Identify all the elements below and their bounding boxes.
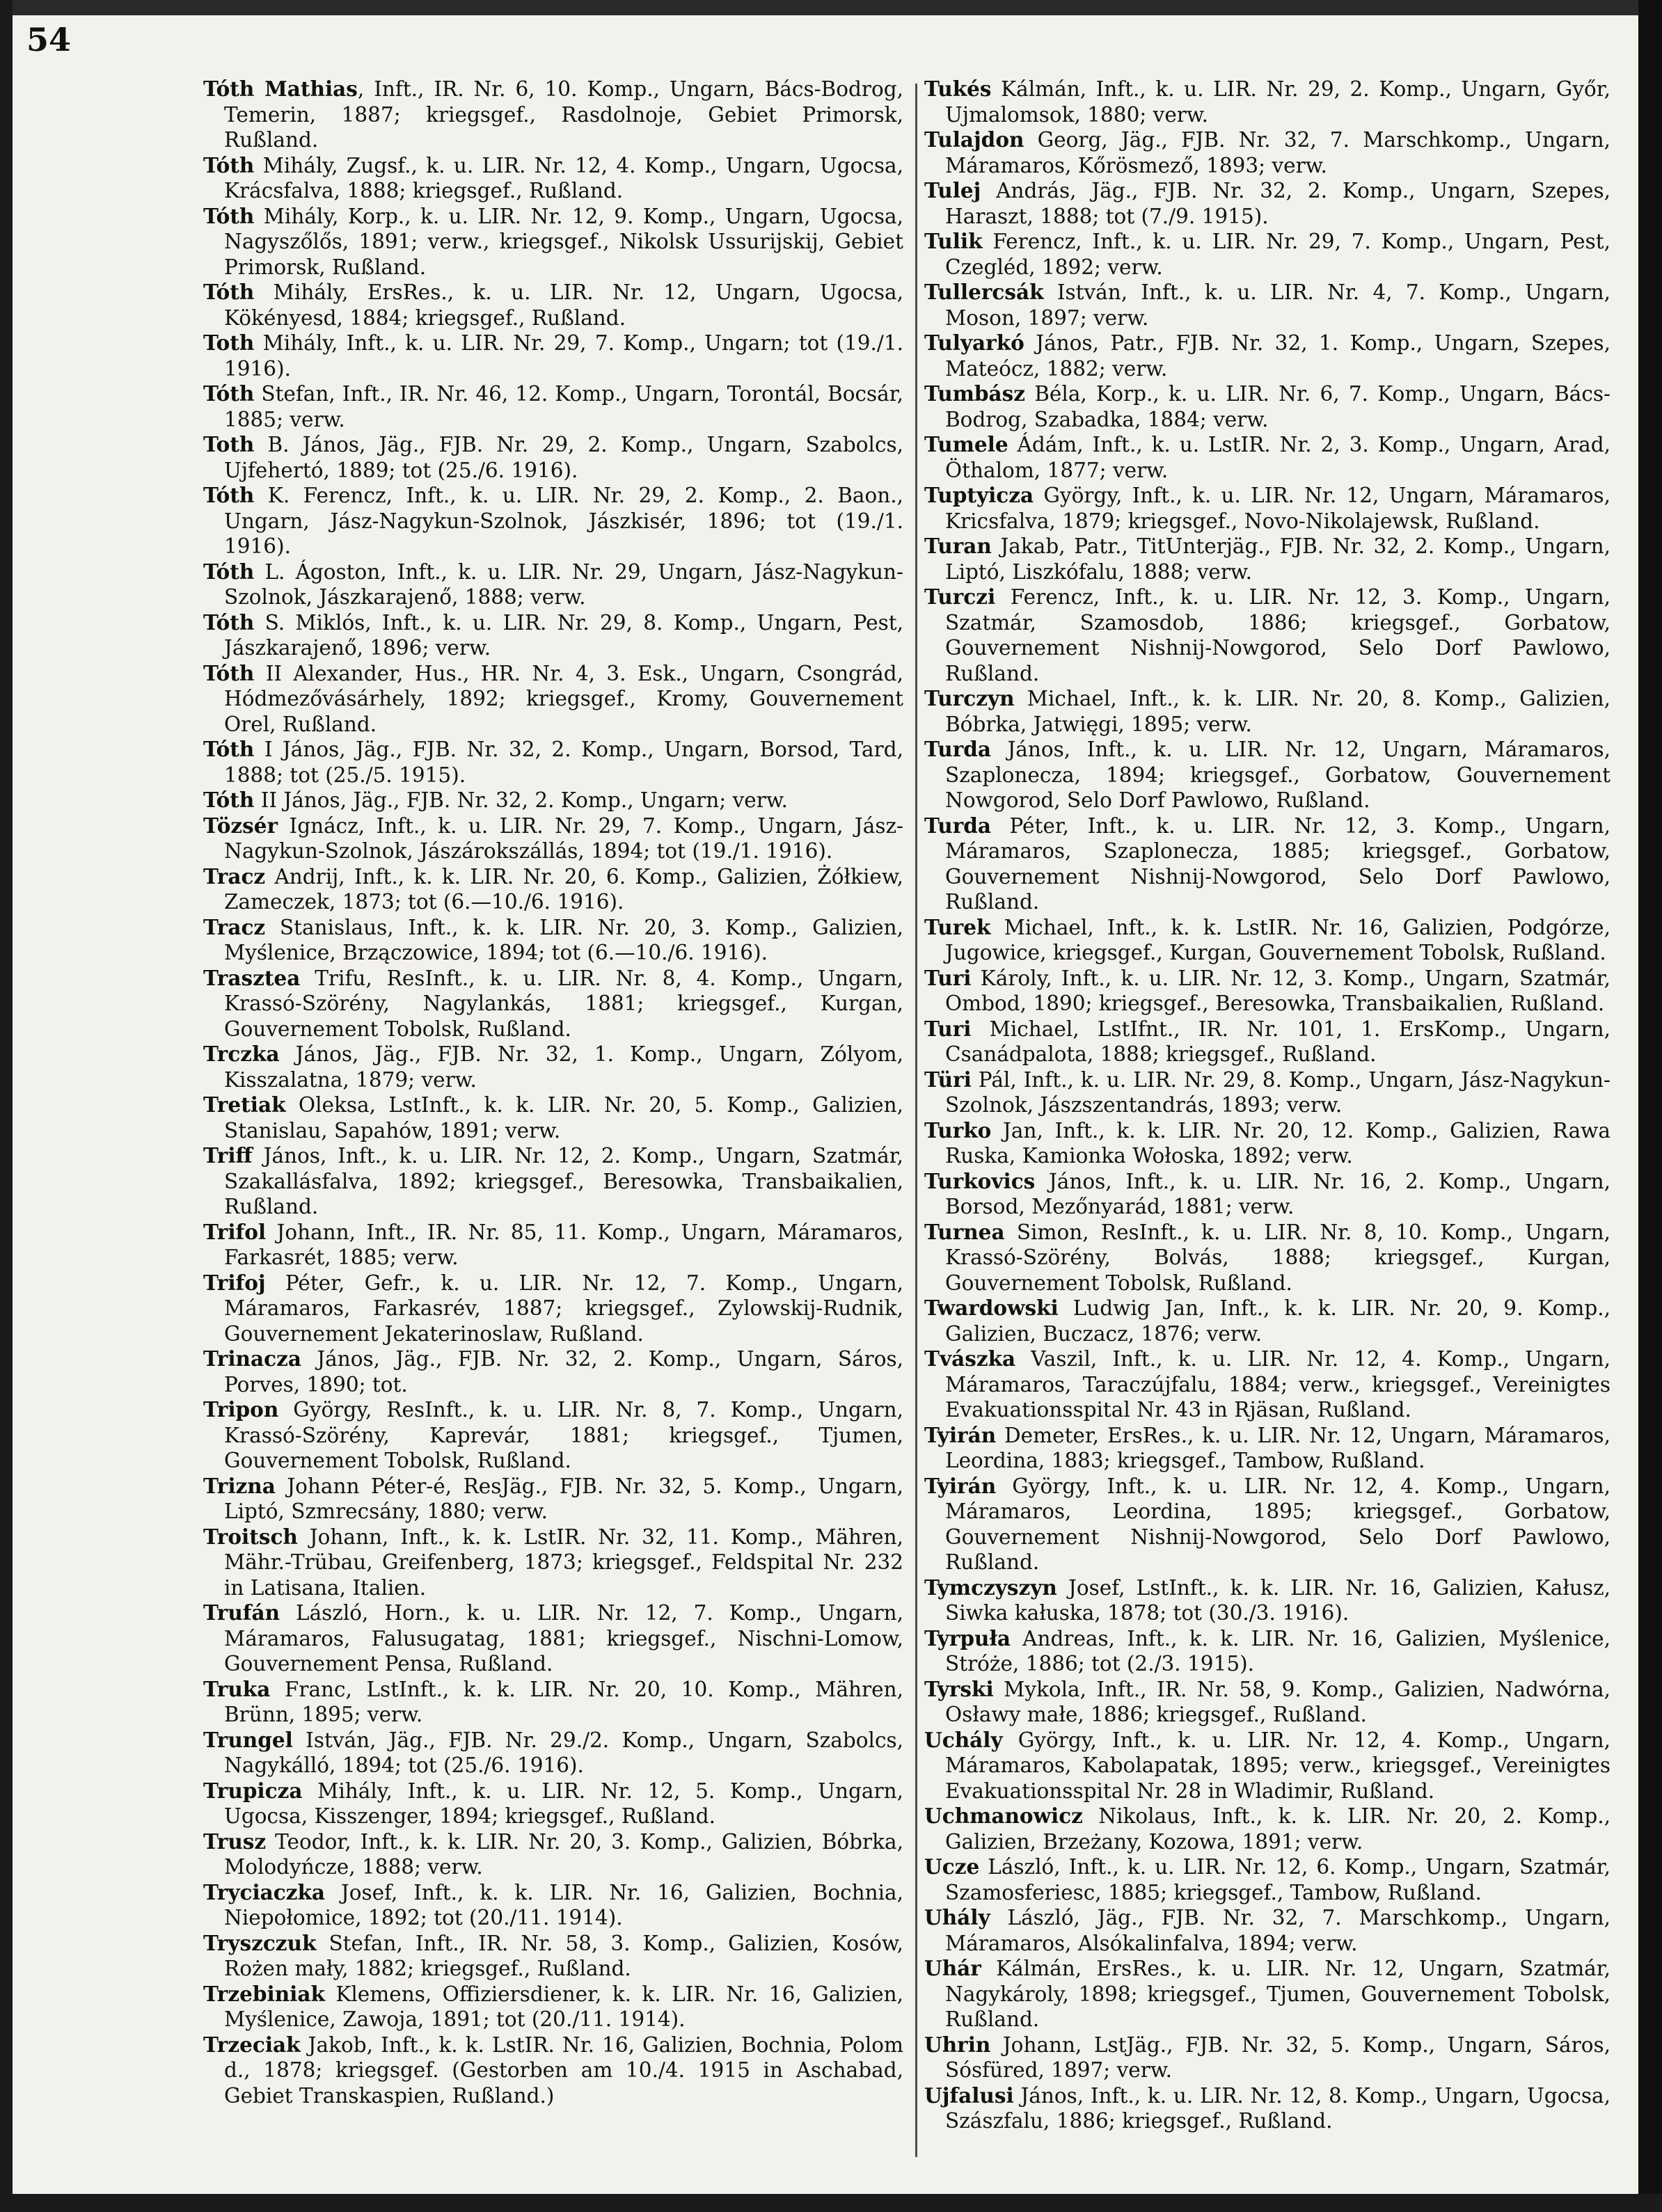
register-entry [924, 381, 1610, 432]
entry-details: Michael, Inft., k. k. LIR. Nr. 20, 8. Komp., Galizien, Bóbrka, Jatwięgi, 1895; verw. [945, 687, 1610, 736]
entry-details: Mihály, Inft., k. u. LIR. Nr. 12, 5. Komp., Ungarn, Ugocsa, Kisszenger, 1894; kriegsgef., Rußland. [224, 1779, 903, 1828]
entry-surname: Tóth [203, 280, 255, 304]
entry-surname: Toth [203, 432, 255, 456]
entry-surname: Trinacza [203, 1346, 301, 1371]
register-entry [924, 280, 1610, 331]
entry-surname: Turi [924, 1016, 972, 1041]
entry-surname: Tóth [203, 381, 255, 406]
entry-details: István, Jäg., FJB. Nr. 29./2. Komp., Ungarn, Szabolcs, Nagykálló, 1894; tot (25./6. 1916). [224, 1728, 903, 1777]
entry-details: , Inft., IR. Nr. 6, 10. Komp., Ungarn, Bács-Bodrog, Temerin, 1887; kriegsgef., Rasdolnoje, Gebiet Primorsk, Rußland. [224, 77, 903, 152]
entry-details: Ferencz, Inft., k. u. LIR. Nr. 12, 3. Komp., Ungarn, Szatmár, Szamosdob, 1886; kriegsgef., Gorbatow, Gouvernement Nishnij-Nowgorod, Selo Dorf Pawlowo, Rußland. [945, 585, 1610, 685]
entry-surname: Tulyarkó [924, 331, 1024, 355]
entry-surname: Turek [924, 914, 991, 939]
entry-details: Pál, Inft., k. u. LIR. Nr. 29, 8. Komp., Ungarn, Jász-Nagykun-Szolnok, Jászszentandrás, 1893; verw. [945, 1067, 1610, 1117]
entry-details: Mihály, Zugsf., k. u. LIR. Nr. 12, 4. Komp., Ungarn, Ugocsa, Krácsfalva, 1888; kriegsgef., Rußland. [224, 153, 903, 202]
entry-details: Vaszil, Inft., k. u. LIR. Nr. 12, 4. Komp., Ungarn, Máramaros, Taraczújfalu, 1884; verw., kriegsgef., Vereinigtes Evakuationsspital Nr. 43 in Rjäsan, Rußland. [945, 1347, 1610, 1422]
entry-surname: Tözsér [203, 813, 278, 838]
entry-details: Klemens, Offiziersdiener, k. k. LIR. Nr. 16, Galizien, Myślenice, Zawoja, 1891; tot (20./11. 1914). [224, 1982, 903, 2031]
entry-surname: Troitsch [203, 1524, 298, 1549]
register-entry [924, 77, 1610, 127]
entry-surname: Tóth Mathias [203, 77, 358, 101]
entry-surname: Tyirán [924, 1422, 997, 1447]
entry-details: Michael, Inft., k. k. LstIR. Nr. 16, Galizien, Podgórze, Jugowice, kriegsgef., Kurgan, Gouvernement Tobolsk, Rußland. [945, 915, 1610, 964]
entry-details: Nikolaus, Inft., k. k. LIR. Nr. 20, 2. Komp., Galizien, Brzeżany, Kozowa, 1891; verw. [945, 1804, 1610, 1854]
entry-surname: Turko [924, 1117, 992, 1143]
register-entry [924, 331, 1610, 381]
register-entry [203, 1397, 903, 1474]
entry-details: Jakob, Inft., k. k. LstIR. Nr. 16, Galizien, Bochnia, Polom d., 1878; kriegsgef. (Gestorben am 10./4. 1915 in Aschabad, Gebiet Transkaspien, Rußland.) [224, 2032, 903, 2108]
entry-surname: Türi [924, 1067, 972, 1092]
scan-edge-top [0, 0, 1662, 15]
entry-details: János, Inft., k. u. LIR. Nr. 12, 8. Komp., Ungarn, Ugocsa, Szászfalu, 1886; kriegsgef., Rußland. [945, 2083, 1610, 2133]
entry-surname: Tvászka [924, 1346, 1016, 1371]
register-entry [203, 331, 903, 381]
register-entry [924, 1017, 1610, 1067]
register-entry [924, 534, 1610, 584]
entry-surname: Turnea [924, 1219, 1005, 1244]
entry-details: K. Ferencz, Inft., k. u. LIR. Nr. 29, 2. Komp., 2. Baon., Ungarn, Jász-Nagykun-Szolnok, Jászkisér, 1896; tot (19./1. 1916). [224, 484, 903, 558]
entry-details: Károly, Inft., k. u. LIR. Nr. 12, 3. Komp., Ungarn, Szatmár, Ombod, 1890; kriegsgef., Beresowka, Transbaikalien, Rußland. [945, 966, 1610, 1015]
entry-details: Oleksa, LstInft., k. k. LIR. Nr. 20, 5. Komp., Galizien, Stanislau, Sapahów, 1891; verw. [224, 1093, 903, 1143]
entry-surname: Ujfalusi [924, 2083, 1014, 2108]
register-entry [924, 1854, 1610, 1905]
register-entry [924, 737, 1610, 813]
entry-surname: Tóth [203, 788, 255, 812]
entry-details: Stefan, Inft., IR. Nr. 58, 3. Komp., Galizien, Kosów, Rożen mały, 1882; kriegsgef., Rußland. [224, 1931, 903, 1980]
entry-details: Mykola, Inft., IR. Nr. 58, 9. Komp., Galizien, Nadwórna, Osławy małe, 1886; kriegsgef., Rußland. [945, 1677, 1610, 1726]
entry-details: Josef, LstInft., k. k. LIR. Nr. 16, Galizien, Kałusz, Siwka kałuska, 1878; tot (30./3. 1916). [945, 1575, 1610, 1625]
entry-surname: Turi [924, 965, 972, 990]
entry-surname: Tuptyicza [924, 483, 1034, 507]
entry-surname: Tyrpuła [924, 1625, 1011, 1650]
entry-surname: Trungel [203, 1727, 293, 1752]
entry-surname: Uchály [924, 1727, 1003, 1752]
register-entry [203, 1474, 903, 1525]
entry-surname: Tóth [203, 559, 255, 584]
entry-details: I János, Jäg., FJB. Nr. 32, 2. Komp., Ungarn, Borsod, Tard, 1888; tot (25./5. 1915). [224, 738, 903, 787]
entry-surname: Trusz [203, 1829, 267, 1854]
register-entry [924, 2083, 1610, 2134]
entry-details: János, Inft., k. u. LIR. Nr. 12, 2. Komp., Ungarn, Szatmár, Szakallásfalva, 1892; kriegsgef., Beresowka, Transbaikalien, Rußland. [224, 1144, 903, 1218]
entry-details: Kálmán, Inft., k. u. LIR. Nr. 29, 2. Komp., Ungarn, Győr, Ujmalomsok, 1880; verw. [945, 77, 1610, 127]
entry-details: Kálmán, ErsRes., k. u. LIR. Nr. 12, Ungarn, Szatmár, Nagykároly, 1898; kriegsgef., Tjumen, Gouvernement Tobolsk, Rußland. [945, 1957, 1610, 2031]
register-entry [924, 1220, 1610, 1296]
entry-surname: Ucze [924, 1854, 980, 1879]
register-entry [924, 1804, 1610, 1854]
register-entry [203, 1346, 903, 1397]
entry-surname: Tóth [203, 660, 255, 685]
entry-details: Ferencz, Inft., k. u. LIR. Nr. 29, 7. Komp., Ungarn, Pest, Czegléd, 1892; verw. [945, 230, 1610, 279]
register-entry [203, 813, 903, 864]
register-entry [203, 1779, 903, 1829]
register-entry [924, 1118, 1610, 1169]
entry-surname: Turkovics [924, 1168, 1036, 1193]
register-entry [203, 483, 903, 559]
entry-surname: Tyirán [924, 1473, 997, 1498]
register-entry [924, 1067, 1610, 1118]
entry-surname: Turczi [924, 584, 996, 609]
register-entry [203, 1728, 903, 1779]
entry-details: László, Inft., k. u. LIR. Nr. 12, 6. Komp., Ungarn, Szatmár, Szamosferiesc, 1885; kriegsgef., Tambow, Rußland. [945, 1855, 1610, 1904]
register-entry [924, 127, 1610, 178]
register-entry [203, 1092, 903, 1143]
register-entry [924, 915, 1610, 966]
entry-details: II Alexander, Hus., HR. Nr. 4, 3. Esk., Ungarn, Csongrád, Hódmezővásárhely, 1892; kriegsgef., Kromy, Gouvernement Orel, Rußland. [224, 661, 903, 736]
entry-surname: Trupicza [203, 1778, 303, 1803]
register-entry [924, 1474, 1610, 1575]
entry-details: György, Inft., k. u. LIR. Nr. 12, 4. Komp., Ungarn, Máramaros, Kabolapatak, 1895; verw., kriegsgef., Vereinigtes Evakuationsspital Nr. 28 in Wladimir, Rußland. [945, 1728, 1610, 1803]
entry-surname: Tukés [924, 77, 992, 101]
register-entry [924, 1905, 1610, 1956]
entry-surname: Tulajdon [924, 127, 1024, 152]
entry-details: Mihály, Inft., k. u. LIR. Nr. 29, 7. Komp., Ungarn; tot (19./1. 1916). [224, 331, 903, 381]
entry-surname: Trasztea [203, 965, 301, 990]
entry-details: Ignácz, Inft., k. u. LIR. Nr. 29, 7. Komp., Ungarn, Jász-Nagykun-Szolnok, Jászárokszállás, 1894; tot (19./1. 1916). [224, 813, 903, 863]
entry-surname: Uhár [924, 1956, 981, 1980]
entry-surname: Tóth [203, 203, 255, 228]
entry-surname: Tóth [203, 152, 255, 177]
register-entry [924, 483, 1610, 534]
register-entry [203, 381, 903, 432]
entry-details: Johann, LstJäg., FJB. Nr. 32, 5. Komp., Ungarn, Sáros, Sósfüred, 1897; verw. [945, 2032, 1610, 2082]
entry-details: Stanislaus, Inft., k. k. LIR. Nr. 20, 3. Komp., Galizien, Myślenice, Brzączowice, 1894; tot (6.—10./6. 1916). [224, 915, 903, 964]
entry-surname: Tretiak [203, 1092, 286, 1117]
register-entry [203, 661, 903, 738]
entry-details: György, Inft., k. u. LIR. Nr. 12, Ungarn, Máramaros, Kricsfalva, 1879; kriegsgef., Novo-Nikolajewsk, Rußland. [945, 484, 1610, 533]
entry-surname: Uhály [924, 1905, 990, 1929]
entry-details: Ádám, Inft., k. u. LstIR. Nr. 2, 3. Komp., Ungarn, Arad, Öthalom, 1877; verw. [945, 433, 1610, 482]
entry-details: János, Inft., k. u. LIR. Nr. 12, Ungarn, Máramaros, Szaplonecza, 1894; kriegsgef., Gorbatow, Gouvernement Nowgorod, Selo Dorf Pawlowo, Rußland. [945, 738, 1610, 812]
entry-surname: Turan [924, 534, 992, 558]
entry-surname: Trifol [203, 1219, 267, 1244]
entry-details: Jan, Inft., k. k. LIR. Nr. 20, 12. Komp., Galizien, Rawa Ruska, Kamionka Wołoska, 1892; verw. [945, 1118, 1610, 1168]
entry-details: Stefan, Inft., IR. Nr. 46, 12. Komp., Ungarn, Torontál, Bocsár, 1885; verw. [224, 382, 903, 431]
register-entry [203, 1600, 903, 1677]
entry-details: Johann Péter-é, ResJäg., FJB. Nr. 32, 5. Komp., Ungarn, Liptó, Szmrecsány, 1880; verw. [224, 1474, 903, 1523]
entry-surname: Tulik [924, 229, 983, 253]
entry-surname: Tryszczuk [203, 1930, 317, 1955]
entry-surname: Tóth [203, 483, 255, 507]
register-entry [203, 915, 903, 966]
register-entry [203, 737, 903, 788]
entry-details: Ludwig Jan, Inft., k. k. LIR. Nr. 20, 9. Komp., Galizien, Buczacz, 1876; verw. [945, 1296, 1610, 1346]
entry-surname: Tullercsák [924, 280, 1044, 304]
entry-details: Simon, ResInft., k. u. LIR. Nr. 8, 10. Komp., Ungarn, Krassó-Szörény, Bolvás, 1888; kriegsgef., Kurgan, Gouvernement Tobolsk, Rußland. [945, 1220, 1610, 1295]
entry-surname: Tumele [924, 432, 1008, 456]
register-entry [924, 229, 1610, 280]
register-entry [924, 2032, 1610, 2083]
register-entry [924, 432, 1610, 483]
register-entry [203, 610, 903, 661]
register-entry [203, 1042, 903, 1092]
register-entry [203, 153, 903, 204]
entry-surname: Truka [203, 1676, 271, 1701]
register-entry [924, 1346, 1610, 1423]
entry-details: Andrij, Inft., k. k. LIR. Nr. 20, 6. Komp., Galizien, Żółkiew, Zameczek, 1873; tot (6.—10./6. 1916). [224, 864, 903, 914]
register-entry [924, 813, 1610, 915]
register-entry [203, 1880, 903, 1931]
entry-details: Péter, Inft., k. u. LIR. Nr. 12, 3. Komp., Ungarn, Máramaros, Szaplonecza, 1885; kriegsgef., Gorbatow, Gouvernement Nishnij-Nowgorod, Selo Dorf Pawlowo, Rußland. [945, 813, 1610, 914]
entry-details: Josef, Inft., k. k. LIR. Nr. 16, Galizien, Bochnia, Niepołomice, 1892; tot (20./11. 1914). [224, 1880, 903, 1929]
entry-details: Michael, LstIfnt., IR. Nr. 101, 1. ErsKomp., Ungarn, Csanádpalota, 1888; kriegsgef., Rußland. [945, 1017, 1610, 1066]
register-entry [924, 1575, 1610, 1626]
register-entry [203, 1931, 903, 1982]
register-entry [203, 1829, 903, 1880]
entry-details: Teodor, Inft., k. k. LIR. Nr. 20, 3. Komp., Galizien, Bóbrka, Molodyńcze, 1888; verw. [224, 1829, 903, 1879]
entry-surname: Tymczyszyn [924, 1575, 1057, 1600]
entry-surname: Trizna [203, 1473, 276, 1498]
entry-details: Andreas, Inft., k. k. LIR. Nr. 16, Galizien, Myślenice, Stróże, 1886; tot (2./3. 1915). [945, 1626, 1610, 1676]
entry-details: Trifu, ResInft., k. u. LIR. Nr. 8, 4. Komp., Ungarn, Krassó-Szörény, Nagylankás, 1881; kriegsgef., Kurgan, Gouvernement Tobolsk, Rußland. [224, 966, 903, 1041]
entry-surname: Trzeciak [203, 2032, 301, 2057]
entry-details: II János, Jäg., FJB. Nr. 32, 2. Komp., Ungarn; verw. [254, 788, 788, 812]
register-entry [924, 1956, 1610, 2032]
entry-details: Mihály, Korp., k. u. LIR. Nr. 12, 9. Komp., Ungarn, Ugocsa, Nagyszőlős, 1891; verw., kriegsgef., Nikolsk Ussurijskij, Gebiet Primorsk, Rußland. [224, 204, 903, 279]
register-entry [203, 1982, 903, 2032]
entry-surname: Tracz [203, 864, 266, 889]
register-entry [924, 1169, 1610, 1220]
register-entry [203, 1677, 903, 1728]
page-number: 54 [26, 21, 72, 58]
entry-surname: Trzebiniak [203, 1981, 325, 2006]
entry-details: Franc, LstInft., k. k. LIR. Nr. 20, 10. Komp., Mähren, Brünn, 1895; verw. [224, 1677, 903, 1726]
entry-details: Mihály, ErsRes., k. u. LIR. Nr. 12, Ungarn, Ugocsa, Kökényesd, 1884; kriegsgef., Rußland. [224, 280, 903, 330]
entry-surname: Trczka [203, 1042, 280, 1066]
scan-edge-bottom [0, 2194, 1662, 2212]
entry-details: Demeter, ErsRes., k. u. LIR. Nr. 12, Ungarn, Máramaros, Leordina, 1883; kriegsgef., Tambow, Rußland. [945, 1423, 1610, 1472]
entry-details: László, Horn., k. u. LIR. Nr. 12, 7. Komp., Ungarn, Máramaros, Falusugatag, 1881; kriegsgef., Nischni-Lomow, Gouvernement Pensa, Rußland. [224, 1601, 903, 1676]
entry-surname: Turda [924, 813, 991, 838]
register-entry [203, 77, 903, 153]
register-entry [924, 178, 1610, 229]
entry-details: Johann, Inft., k. k. LstIR. Nr. 32, 11. Komp., Mähren, Mähr.-Trübau, Greifenberg, 1873; kriegsgef., Feldspital Nr. 232 in Latisana, Italien. [224, 1525, 903, 1600]
register-entry [203, 2032, 903, 2109]
entry-details: Béla, Korp., k. u. LIR. Nr. 6, 7. Komp., Ungarn, Bács-Bodrog, Szabadka, 1884; verw. [945, 382, 1610, 431]
entry-surname: Tóth [203, 610, 255, 635]
entry-details: L. Ágoston, Inft., k. u. LIR. Nr. 29, Ungarn, Jász-Nagykun-Szolnok, Jászkarajenő, 1888; verw. [224, 559, 903, 609]
entry-surname: Triff [203, 1143, 253, 1168]
entry-surname: Uhrin [924, 2032, 991, 2057]
register-entry [203, 1220, 903, 1271]
entry-details: István, Inft., k. u. LIR. Nr. 4, 7. Komp., Ungarn, Moson, 1897; verw. [945, 280, 1610, 330]
register-entry [203, 204, 903, 280]
entry-details: János, Jäg., FJB. Nr. 32, 2. Komp., Ungarn, Sáros, Porves, 1890; tot. [224, 1347, 903, 1397]
entry-surname: Tulej [924, 178, 981, 202]
entry-surname: Toth [203, 331, 255, 355]
register-entry [203, 788, 903, 813]
entry-details: János, Patr., FJB. Nr. 32, 1. Komp., Ungarn, Szepes, Mateócz, 1882; verw. [945, 331, 1610, 381]
entry-surname: Tripon [203, 1397, 279, 1422]
entry-surname: Tumbász [924, 381, 1026, 406]
register-entry [924, 584, 1610, 686]
register-entry [203, 559, 903, 610]
entry-surname: Trufán [203, 1600, 280, 1625]
entry-surname: Tóth [203, 737, 255, 761]
entry-surname: Tyrski [924, 1676, 994, 1701]
register-entry [924, 1677, 1610, 1728]
entry-details: Péter, Gefr., k. u. LIR. Nr. 12, 7. Komp., Ungarn, Máramaros, Farkasrév, 1887; kriegsgef., Zylowskij-Rudnik, Gouvernement Jekaterinoslaw, Rußland. [224, 1271, 903, 1346]
register-entry [924, 1626, 1610, 1677]
entry-details: László, Jäg., FJB. Nr. 32, 7. Marschkomp., Ungarn, Máramaros, Alsókalinfalva, 1894; verw. [945, 1906, 1610, 1955]
entry-details: B. János, Jäg., FJB. Nr. 29, 2. Komp., Ungarn, Szabolcs, Ujfehertó, 1889; tot (25./6. 1916). [224, 433, 903, 482]
left-column [203, 77, 903, 2108]
entry-surname: Tracz [203, 914, 266, 939]
column-divider [915, 83, 917, 2157]
entry-details: András, Jäg., FJB. Nr. 32, 2. Komp., Ungarn, Szepes, Haraszt, 1888; tot (7./9. 1915). [945, 179, 1610, 228]
register-entry [924, 1728, 1610, 1804]
entry-details: János, Inft., k. u. LIR. Nr. 16, 2. Komp., Ungarn, Borsod, Mezőnyarád, 1881; verw. [945, 1169, 1610, 1218]
entry-details: Georg, Jäg., FJB. Nr. 32, 7. Marschkomp., Ungarn, Máramaros, Kőrösmező, 1893; verw. [945, 128, 1610, 177]
entry-surname: Turczyn [924, 686, 1015, 710]
register-entry [924, 1423, 1610, 1474]
entry-details: Johann, Inft., IR. Nr. 85, 11. Komp., Ungarn, Máramaros, Farkasrét, 1885; verw. [224, 1220, 903, 1269]
entry-surname: Trifoj [203, 1270, 266, 1295]
right-column [924, 77, 1610, 2134]
scan-edge-right [1638, 0, 1662, 2212]
register-entry [924, 686, 1610, 737]
entry-details: S. Miklós, Inft., k. u. LIR. Nr. 29, 8. Komp., Ungarn, Pest, Jászkarajenő, 1896; verw. [224, 610, 903, 660]
register-entry [203, 280, 903, 331]
entry-details: György, Inft., k. u. LIR. Nr. 12, 4. Komp., Ungarn, Máramaros, Leordina, 1895; kriegsgef., Gorbatow, Gouvernement Nishnij-Nowgorod, Selo Dorf Pawlowo, Rußland. [945, 1474, 1610, 1574]
entry-details: Jakab, Patr., TitUnterjäg., FJB. Nr. 32, 2. Komp., Ungarn, Liptó, Liszkófalu, 1888; verw. [945, 534, 1610, 584]
entry-details: János, Jäg., FJB. Nr. 32, 1. Komp., Ungarn, Zólyom, Kisszalatna, 1879; verw. [224, 1042, 903, 1092]
entry-details: György, ResInft., k. u. LIR. Nr. 8, 7. Komp., Ungarn, Krassó-Szörény, Kaprevár, 1881; kriegsgef., Tjumen, Gouvernement Tobolsk, Rußland. [224, 1398, 903, 1472]
register-entry [203, 1271, 903, 1347]
register-entry [924, 966, 1610, 1017]
register-entry [203, 864, 903, 915]
register-entry [203, 966, 903, 1042]
entry-surname: Turda [924, 737, 991, 761]
register-entry [203, 1143, 903, 1220]
entry-surname: Twardowski [924, 1296, 1059, 1320]
entry-surname: Tryciaczka [203, 1879, 326, 1904]
register-entry [203, 432, 903, 483]
register-entry [924, 1296, 1610, 1346]
register-entry [203, 1525, 903, 1601]
entry-surname: Uchmanowicz [924, 1804, 1083, 1828]
scan-edge-left [0, 0, 13, 2212]
